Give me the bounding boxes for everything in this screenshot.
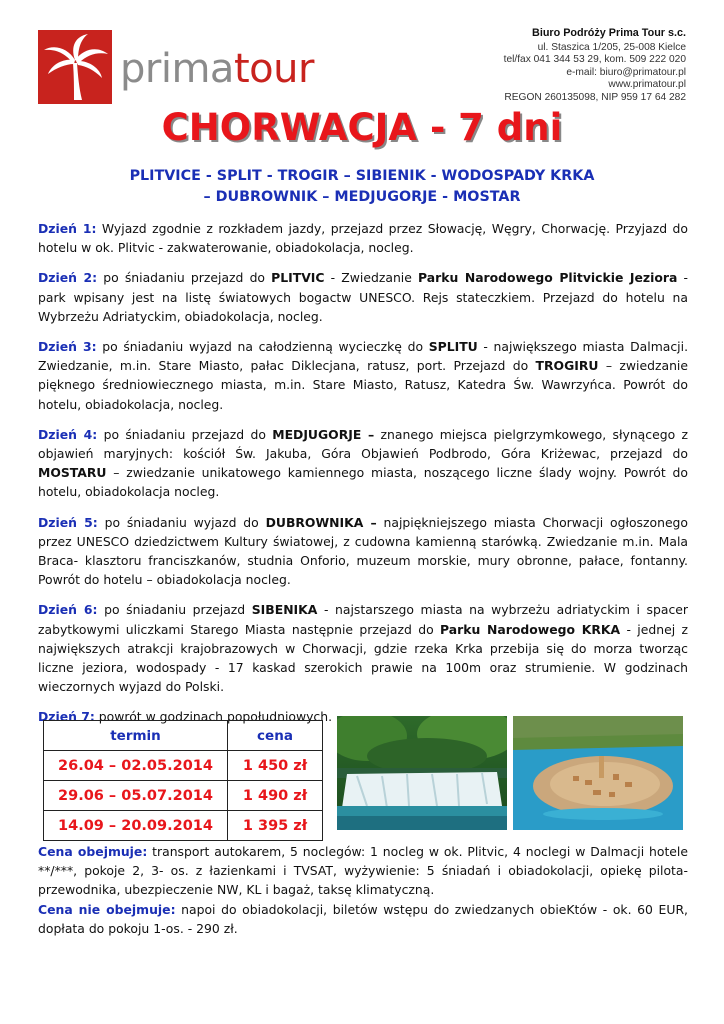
day-label: Dzień 7: bbox=[38, 709, 95, 725]
highlighted-place: Parku Narodowego Plitvickie Jeziora bbox=[418, 270, 678, 286]
day-paragraph bbox=[38, 425, 688, 502]
table-row bbox=[44, 811, 323, 841]
term-cell: 29.06 – 05.07.2014 bbox=[44, 781, 228, 811]
day-text: powrót w godzinach popołudniowych. bbox=[94, 709, 333, 725]
price-cell: 1 490 zł bbox=[228, 781, 323, 811]
day-paragraph bbox=[38, 219, 688, 257]
day-label: Dzień 2: bbox=[38, 270, 98, 286]
day-text: - jednej z największych atrakcji krajobrazowych w Chorwacji, gdzie rzeka Krka przebija się do morza tworząc liczne jeziora, wodospady - 17 kaskad szerokich prawie na 100m oraz strumienie. W godzinach wieczornych wyjazd do Polski. bbox=[38, 621, 688, 695]
price-excluded bbox=[38, 900, 688, 938]
highlighted-place: SIBENIKA bbox=[251, 602, 318, 618]
company-regon: REGON 260135098, NIP 959 17 64 282 bbox=[504, 91, 686, 103]
company-info bbox=[504, 27, 686, 105]
highlighted-place: TROGIRU bbox=[535, 358, 599, 374]
day-text: po śniadaniu przejazd bbox=[97, 602, 252, 618]
term-cell: 14.09 – 20.09.2014 bbox=[44, 811, 228, 841]
highlighted-place: SPLITU bbox=[428, 339, 478, 355]
day-label: Dzień 1: bbox=[38, 221, 97, 236]
route-subtitle bbox=[0, 166, 724, 208]
day-text: po śniadaniu wyjazd do bbox=[97, 514, 266, 530]
price-table bbox=[43, 720, 323, 841]
day-text: po śniadaniu wyjazd na całodzienną wycieczkę do bbox=[96, 339, 429, 355]
day-paragraph bbox=[38, 268, 688, 326]
table-header-row bbox=[44, 721, 323, 751]
day-text: - park wpisany jest na listę światowych bogactw UNESCO. Rejs stateczkiem. Przejazd do hotelu na Wybrzeżu Adriatyckim, obiadokolacja, nocleg. bbox=[38, 270, 688, 324]
highlighted-place: MEDJUGORJE – bbox=[272, 426, 375, 442]
included-label: Cena obejmuje: bbox=[38, 844, 148, 859]
company-email[interactable]: e-mail: biuro@primatour.pl bbox=[566, 66, 686, 78]
day-text: - najstarszego miasta na wybrzeżu adriatyckim i spacer zabytkowymi uliczkami Starego Miasta następnie przejazd do bbox=[38, 602, 688, 637]
price-cell: 1 450 zł bbox=[228, 751, 323, 781]
itinerary bbox=[38, 219, 688, 738]
day-paragraph bbox=[38, 600, 688, 696]
highlighted-place: MOSTARU bbox=[38, 465, 107, 481]
page-title: CHORWACJA - 7 dni bbox=[161, 106, 563, 149]
day-text: – zwiedzanie pięknego średniowiecznego miasta, m.in. Stare Miasto, Ratusz, Katedra Św. Wawrzyńca. Powrót do hotelu, obiadokolacja, nocleg. bbox=[38, 358, 688, 412]
day-text: po śniadaniu przejazd do bbox=[97, 270, 272, 286]
term-cell: 26.04 – 02.05.2014 bbox=[44, 751, 228, 781]
highlighted-place: DUBROWNIKA – bbox=[265, 514, 377, 530]
excluded-label: Cena nie obejmuje: bbox=[38, 901, 176, 917]
company-name: Biuro Podróży Prima Tour s.c. bbox=[532, 27, 686, 39]
price-cell: 1 395 zł bbox=[228, 811, 323, 841]
highlighted-place: Parku Narodowego KRKA bbox=[440, 621, 621, 637]
excluded-text: napoi do obiadokolacji, biletów wstępu do zwiedzanych obieKtów - ok. 60 EUR, dopłata do pokoju 1-os. - 290 zł. bbox=[38, 901, 688, 936]
primatour-logo bbox=[38, 30, 318, 105]
company-phone: tel/fax 041 344 53 29, kom. 509 222 020 bbox=[503, 54, 686, 66]
day-paragraph bbox=[38, 513, 688, 590]
route-line-1: PLITVICE - SPLIT - TROGIR – SIBIENIK - WODOSPADY KRKA bbox=[129, 168, 595, 184]
day-text: - największego miasta Dalmacji. Zwiedzanie, m.in. Stare Miasto, pałac Diklecjana, ratusz, port. Przejazd do bbox=[38, 339, 689, 374]
waterfall-photo bbox=[337, 716, 507, 830]
highlighted-place: PLITVIC bbox=[271, 270, 325, 286]
header-cena: cena bbox=[228, 721, 323, 751]
day-text: najpiękniejszego miasta Chorwacji ogłoszonego przez UNESCO dziedzictwem Kultury światowej, z cudowna kamienną starówką. Zwiedzanie m.in. Mala Braca- klasztoru franciszkanów, studnia Onforio, muzeum morskie, mury obronne, pałace, fontanny. Powrót do hotelu – obiadokolacja nocleg. bbox=[38, 514, 689, 588]
day-label: Dzień 6: bbox=[38, 602, 98, 618]
price-terms bbox=[38, 842, 688, 938]
day-text: Wyjazd zgodnie z rozkładem jazdy, przejazd przez Słowację, Węgry, Chorwację. Przyjazd do hotelu w ok. Plitvic - zakwaterowanie, obiadokolacja, nocleg. bbox=[38, 221, 688, 256]
included-text: transport autokarem, 5 noclegów: 1 nocleg w ok. Plitvic, 4 noclegi w Dalmacji hotele **/***, pokoje 2, 3- os. z łazienkami i TVSAT, wyżywienie: 5 śniadań i obiadokolacji, opiekę pilota-przewodnika, ubezpieczenie NW, KL i bagaż, taksę klimatyczną. bbox=[38, 844, 688, 898]
table-row bbox=[44, 781, 323, 811]
logo-wordmark: primatour bbox=[120, 46, 314, 92]
palm-logo-icon bbox=[38, 30, 112, 104]
header-termin: termin bbox=[44, 721, 228, 751]
day-label: Dzień 3: bbox=[38, 339, 97, 355]
company-website[interactable]: www.primatour.pl bbox=[608, 79, 686, 91]
day-text: znanego miejsca pielgrzymkowego, słynącego z objawień maryjnych: kościół Św. Jakuba, Góra Objawień Podbrodo, Góra Kriżewac, przejazd do bbox=[38, 426, 688, 462]
day-label: Dzień 4: bbox=[38, 426, 98, 442]
route-line-2: – DUBROWNIK – MEDJUGORJE - MOSTAR bbox=[203, 189, 521, 205]
coastal-town-photo bbox=[513, 716, 683, 830]
company-address: ul. Staszica 1/205, 25-008 Kielce bbox=[537, 41, 686, 53]
table-row bbox=[44, 751, 323, 781]
day-text: - Zwiedzanie bbox=[324, 270, 419, 286]
day-text: po śniadaniu przejazd do bbox=[97, 426, 273, 442]
day-text: – zwiedzanie unikatowego kamiennego miasta, noszącego liczne ślady wojny. Powrót do hotelu, obiadokolacja nocleg. bbox=[38, 465, 688, 500]
day-label: Dzień 5: bbox=[38, 514, 98, 530]
day-paragraph bbox=[38, 337, 688, 414]
price-included bbox=[38, 842, 688, 900]
